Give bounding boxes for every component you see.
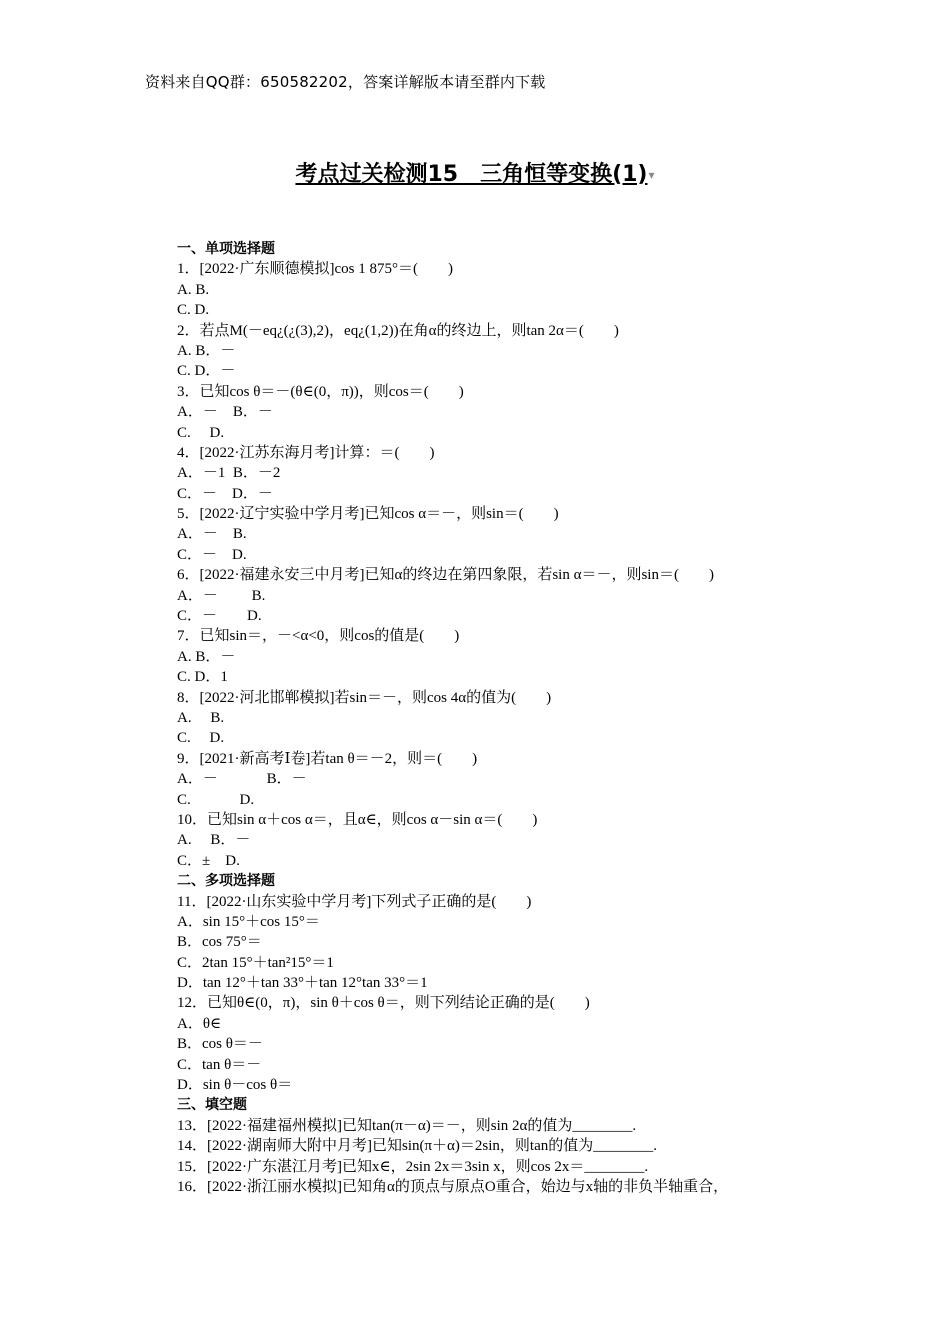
exercise-line: C. D. (177, 791, 255, 808)
exercise-line: A．－ B. (177, 587, 266, 604)
page-title-text: 考点过关检测15 三角恒等变换(1) (295, 162, 648, 187)
exercise-line: B．cos 75°＝ (177, 934, 262, 951)
exercise-line: 16．[2022·浙江丽水模拟]已知角α的顶点与原点O重合，始边与x轴的非负半轴重合， (177, 1178, 729, 1195)
exercise-line: A. B. (177, 709, 225, 726)
exercise-content (177, 239, 837, 1197)
header-note: 资料来自QQ群：650582202，答案详解版本请至群内下载 (145, 73, 546, 91)
exercise-line: 10．已知sin α＋cos α＝，且α∈，则cos α－sin α＝( ) (177, 811, 538, 828)
exercise-line: 12．已知θ∈(0，π)，sin θ＋cos θ＝，则下列结论正确的是( ) (177, 995, 590, 1012)
exercise-line: C. D．1 (177, 669, 228, 686)
exercise-line: A. B. (177, 281, 210, 298)
exercise-line: 3．已知cos θ＝－(θ∈(0，π))，则cos＝( ) (177, 383, 464, 400)
exercise-line: 4．[2022·江苏东海月考]计算：＝( ) (177, 444, 435, 461)
exercise-line: C. D. (177, 302, 210, 319)
exercise-line: 15．[2022·广东湛江月考]已知x∈，2sin 2x＝3sin x，则cos 2x＝________. (177, 1158, 649, 1175)
exercise-line: C．－ D. (177, 546, 247, 563)
exercise-line: A. B．－ (177, 832, 251, 849)
exercise-line: D．tan 12°＋tan 33°＋tan 12°tan 33°＝1 (177, 975, 428, 992)
exercise-line: 7．已知sin＝，－<α<0，则cos的值是( ) (177, 628, 460, 645)
exercise-line: C．± D. (177, 852, 240, 869)
exercise-line: C．2tan 15°＋tan²15°＝1 (177, 954, 334, 971)
exercise-line: A．θ∈ (177, 1015, 222, 1032)
exercise-line: 6．[2022·福建永安三中月考]已知α的终边在第四象限，若sin α＝－，则sin＝( ) (177, 567, 714, 584)
exercise-line: C．tan θ＝－ (177, 1056, 262, 1073)
exercise-line: C．－ D．－ (177, 485, 273, 502)
exercise-line: 13．[2022·福建福州模拟]已知tan(π－α)＝－，则sin 2α的值为________. (177, 1117, 637, 1134)
exercise-line: 9．[2021·新高考Ⅰ卷]若tan θ＝－2，则＝( ) (177, 750, 478, 767)
exercise-line: A. B．－ (177, 648, 236, 665)
exercise-line: 1．[2022·广东顺德模拟]cos 1 875°＝( ) (177, 261, 453, 278)
title-dropdown-marker: ▾ (648, 168, 655, 182)
section-heading: 二、多项选择题 (177, 873, 275, 890)
exercise-line: 14．[2022·湖南师大附中月考]已知sin(π＋α)＝2sin，则tan的值为________. (177, 1138, 657, 1155)
exercise-line: 11．[2022·山东实验中学月考]下列式子正确的是( ) (177, 893, 532, 910)
page-title (0, 157, 950, 188)
exercise-line: 2．若点M(－eq¿(¿(3),2)，eq¿(1,2))在角α的终边上，则tan 2α＝( ) (177, 322, 619, 339)
exercise-line: 8．[2022·河北邯郸模拟]若sin＝－，则cos 4α的值为( ) (177, 689, 552, 706)
exercise-line: C. D. (177, 730, 225, 747)
exercise-line: A. B．－ (177, 342, 236, 359)
exercise-line: 5．[2022·辽宁实验中学月考]已知cos α＝－，则sin＝( ) (177, 506, 559, 523)
exercise-line: A．－ B. (177, 526, 247, 543)
exercise-line: C．－ D. (177, 608, 262, 625)
section-heading: 一、单项选择题 (177, 241, 275, 257)
exercise-line: A．－ B．－ (177, 404, 273, 421)
section-heading: 三、填空题 (177, 1097, 247, 1114)
exercise-line: A．－ B．－ (177, 771, 307, 788)
exercise-line: C. D．－ (177, 363, 236, 380)
exercise-line: B．cos θ＝－ (177, 1036, 263, 1053)
exercise-line: A．sin 15°＋cos 15°＝ (177, 913, 320, 930)
exercise-line: A．－1 B．－2 (177, 465, 281, 482)
exercise-line: D．sin θ－cos θ＝ (177, 1077, 293, 1094)
exercise-line: C. D. (177, 424, 225, 441)
